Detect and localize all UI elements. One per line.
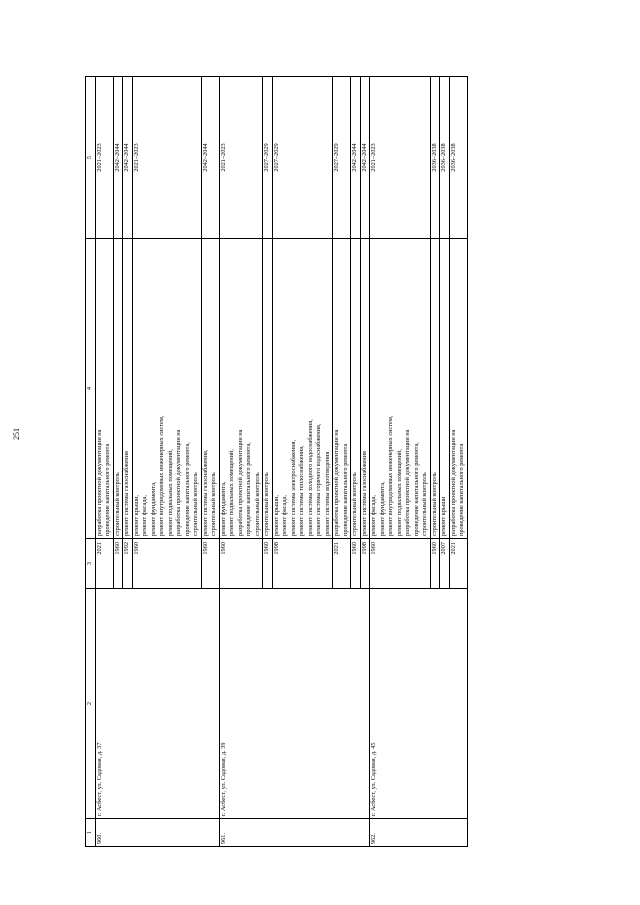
- year-cell: 1998: [360, 539, 370, 589]
- period-cell: 2021–2023: [219, 77, 263, 239]
- period-cell: 2042–2044: [351, 77, 361, 239]
- period-cell: 2042–2044: [113, 77, 123, 239]
- work-item: строительный контроль: [351, 472, 358, 536]
- year-cell: 1960: [263, 539, 273, 589]
- work-item: ремонт фасада,: [281, 495, 288, 536]
- work-item: строительный контроль: [421, 472, 428, 536]
- work-item: проведение капитального ремонта: [341, 443, 349, 536]
- works-cell: [449, 239, 467, 539]
- work-item: ремонт фундамента,: [378, 481, 386, 536]
- period-cell: 2036–2038: [430, 77, 440, 239]
- work-item: строительный контроль: [210, 472, 217, 536]
- year-cell: 1960: [351, 539, 361, 589]
- column-number-row: [86, 77, 96, 847]
- table-row: [95, 77, 113, 847]
- row-number: 962.: [370, 819, 468, 847]
- period-cell: 2036–2038: [440, 77, 450, 239]
- works-cell: [370, 239, 431, 539]
- column-header: 1: [86, 819, 96, 847]
- work-item: ремонт внутридомовых инженерных систем,: [387, 415, 394, 536]
- work-item: ремонт подвальных помещений,: [395, 449, 403, 536]
- work-item: ремонт крыши,: [272, 494, 280, 536]
- table-body: [95, 77, 467, 847]
- works-cell: [123, 239, 133, 539]
- column-header: 2: [86, 589, 96, 819]
- work-item: ремонт системы газоснабжения: [123, 451, 130, 536]
- work-item: ремонт крыши: [440, 496, 447, 536]
- work-item: разработка проектной документации на: [449, 429, 457, 536]
- works-cell: [95, 239, 113, 539]
- building-address: г. Асбест, ул. Садовая, д. 39: [219, 589, 370, 819]
- works-cell: [440, 239, 450, 539]
- period-cell: 2027–2029: [333, 77, 351, 239]
- work-item: ремонт системы газоснабжения: [360, 451, 368, 536]
- building-address: г. Асбест, ул. Садовая, д. 45: [370, 589, 468, 819]
- work-item: проведение капитального ремонта: [104, 443, 111, 536]
- work-item: ремонт системы газоснабжения,: [201, 449, 209, 536]
- works-cell: [272, 239, 333, 539]
- work-item: разработка проектной документации на: [95, 429, 103, 536]
- year-cell: 1960: [201, 539, 219, 589]
- work-item: разработка проектной документации на: [404, 429, 411, 536]
- work-item: разработка проектной документации на: [236, 429, 244, 536]
- works-cell: [113, 239, 123, 539]
- work-item: ремонт системы водоотведения: [323, 451, 331, 536]
- period-cell: 2036–2038: [449, 77, 467, 239]
- capital-repair-table: [85, 76, 468, 847]
- year-cell: 2021: [95, 539, 113, 589]
- period-cell: 2027–2029: [272, 77, 333, 239]
- year-cell: 1960: [132, 539, 201, 589]
- work-item: строительный контроль: [263, 472, 270, 536]
- work-item: строительный контроль: [192, 472, 199, 536]
- rotated-table-sheet: [85, 77, 605, 847]
- works-cell: [201, 239, 219, 539]
- year-cell: 2007: [440, 539, 450, 589]
- year-cell: 2021: [449, 539, 467, 589]
- year-cell: 1992: [123, 539, 133, 589]
- year-cell: 1960: [430, 539, 440, 589]
- work-item: ремонт внутридомовых инженерных систем,: [158, 415, 165, 536]
- year-cell: 1960: [113, 539, 123, 589]
- column-header: 5: [86, 77, 96, 239]
- work-item: ремонт фундамента,: [149, 481, 157, 536]
- year-cell: 1960: [219, 539, 263, 589]
- works-cell: [219, 239, 263, 539]
- works-cell: [132, 239, 201, 539]
- year-cell: 2021: [333, 539, 351, 589]
- row-number: 961.: [219, 819, 370, 847]
- column-header: 3: [86, 539, 96, 589]
- work-item: ремонт фундамента,: [219, 481, 227, 536]
- work-item: ремонт фасада,: [141, 495, 148, 536]
- works-cell: [430, 239, 440, 539]
- year-cell: 1960: [370, 539, 431, 589]
- column-header: 4: [86, 239, 96, 539]
- work-item: ремонт системы холодного водоснабжения,: [306, 419, 314, 536]
- work-item: проведение капитального ремонта,: [412, 442, 420, 536]
- works-cell: [333, 239, 351, 539]
- period-cell: 2027–2029: [263, 77, 273, 239]
- works-cell: [360, 239, 370, 539]
- work-item: ремонт системы теплоснабжения,: [298, 445, 305, 536]
- page-number: 251: [12, 428, 21, 440]
- work-item: разработка проектной документации на: [333, 429, 340, 536]
- work-item: разработка проектной документации на: [175, 429, 182, 536]
- work-item: ремонт подвальных помещений,: [166, 449, 174, 536]
- year-cell: 1998: [272, 539, 333, 589]
- work-item: проведение капитального ремонта,: [183, 442, 191, 536]
- building-address: г. Асбест, ул. Садовая, д. 37: [95, 589, 219, 819]
- period-cell: 2042–2044: [360, 77, 370, 239]
- works-cell: [263, 239, 273, 539]
- row-number: 960.: [95, 819, 219, 847]
- period-cell: 2021–2023: [370, 77, 431, 239]
- work-item: ремонт системы электроснабжения,: [289, 439, 297, 536]
- work-item: проведение капитального ремонта,: [245, 442, 252, 536]
- period-cell: 2042–2044: [123, 77, 133, 239]
- work-item: строительный контроль: [113, 472, 121, 536]
- table-row: [370, 77, 431, 847]
- period-cell: 2021–2023: [132, 77, 201, 239]
- works-cell: [351, 239, 361, 539]
- work-item: строительный контроль: [430, 472, 438, 536]
- work-item: строительный контроль: [253, 472, 261, 536]
- work-item: ремонт системы горячего водоснабжения,: [315, 423, 322, 536]
- period-cell: 2021–2023: [95, 77, 113, 239]
- work-item: ремонт крыши,: [132, 494, 140, 536]
- work-item: ремонт подвальных помещений,: [228, 449, 235, 536]
- work-item: ремонт фасада,: [370, 495, 377, 536]
- work-item: проведение капитального ремонта: [458, 443, 465, 536]
- table-row: [219, 77, 263, 847]
- period-cell: 2042–2044: [201, 77, 219, 239]
